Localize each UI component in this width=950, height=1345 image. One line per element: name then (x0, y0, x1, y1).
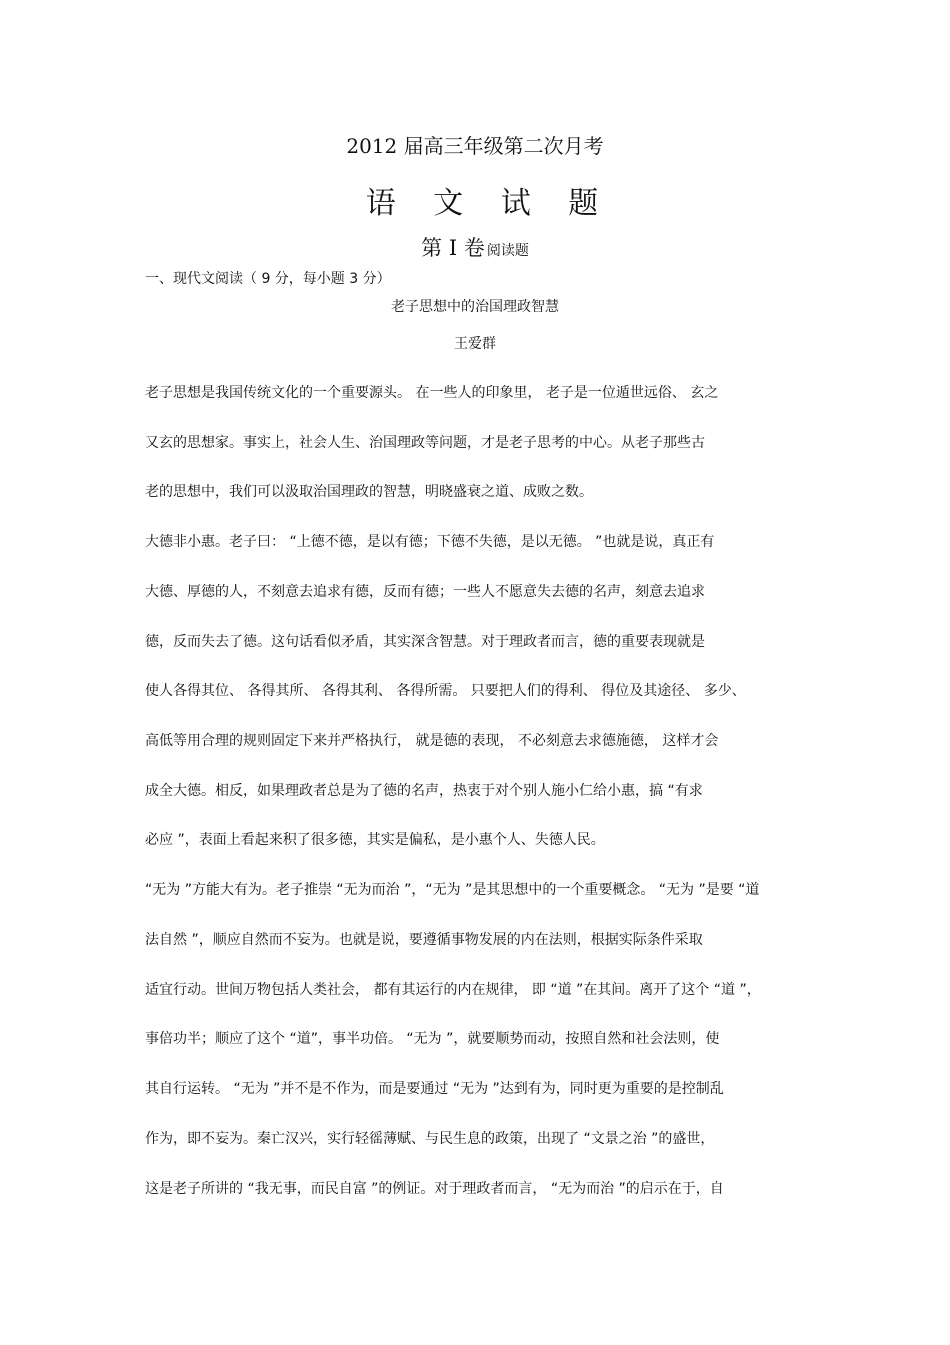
body-line: “无为 ”方能大有为。老子推崇 “无为而治 ”，“无为 ”是其思想中的一个重要概念。 “无为 ”是要 “道 (145, 882, 760, 898)
article-title: 老子思想中的治国理政智慧 (391, 299, 559, 315)
section-heading: 一、现代文阅读（ 9 分，每小题 3 分） (145, 271, 391, 287)
volume-label: 第 I 卷 (421, 236, 485, 260)
body-line: 老的思想中，我们可以汲取治国理政的智慧，明晓盛衰之道、成败之数。 (145, 484, 593, 500)
body-line: 大德、厚德的人，不刻意去追求有德，反而有德；一些人不愿意失去德的名声，刻意去追求 (145, 584, 705, 600)
subject-title: 语 文 试 题 (365, 186, 613, 221)
volume-subtitle: 阅读题 (486, 243, 529, 259)
body-line: 又玄的思想家。事实上，社会人生、治国理政等问题，才是老子思考的中心。从老子那些古 (145, 435, 705, 451)
body-line: 作为，即不妄为。秦亡汉兴，实行轻徭薄赋、与民生息的政策，出现了 “文景之治 ”的盛世， (145, 1131, 715, 1147)
body-line: 高低等用合理的规则固定下来并严格执行， 就是德的表现， 不必刻意去求德施德， 这样才会 (145, 733, 719, 749)
body-line: 其自行运转。 “无为 ”并不是不作为，而是要通过 “无为 ”达到有为，同时更为重要的是控制乱 (145, 1081, 724, 1097)
body-line: 使人各得其位、 各得其所、 各得其利、 各得所需。 只要把人们的得利、 得位及其途径、 多少、 (145, 683, 746, 699)
exam-title: 2012 届高三年级第二次月考 (346, 134, 604, 158)
body-line: 老子思想是我国传统文化的一个重要源头。 在一些人的印象里， 老子是一位遁世远俗、 玄之 (145, 385, 719, 401)
body-line: 法自然 ”，顺应自然而不妄为。也就是说，要遵循事物发展的内在法则，根据实际条件采取 (145, 932, 703, 948)
body-line: 大德非小惠。老子曰： “上德不德，是以有德；下德不失德，是以无德。 ”也就是说，真正有 (145, 534, 715, 550)
volume-title (0, 232, 950, 262)
body-line: 适宜行动。世间万物包括人类社会， 都有其运行的内在规律， 即 “道 ”在其间。离开了这个 “道 ”， (145, 982, 761, 998)
body-line: 德，反而失去了德。这句话看似矛盾，其实深含智慧。对于理政者而言，德的重要表现就是 (145, 634, 705, 650)
body-line: 成全大德。相反，如果理政者总是为了德的名声，热衷于对个别人施小仁给小惠，搞 “有求 (145, 783, 703, 799)
article-author: 王爱群 (454, 336, 496, 352)
body-line: 必应 ”，表面上看起来积了很多德，其实是偏私，是小惠个人、失德人民。 (145, 832, 605, 848)
body-line: 事倍功半；顺应了这个 “道”，事半功倍。 “无为 ”，就要顺势而动，按照自然和社会法则，使 (145, 1031, 720, 1047)
body-line: 这是老子所讲的 “我无事，而民自富 ”的例证。对于理政者而言， “无为而治 ”的启示在于，自 (145, 1181, 724, 1197)
